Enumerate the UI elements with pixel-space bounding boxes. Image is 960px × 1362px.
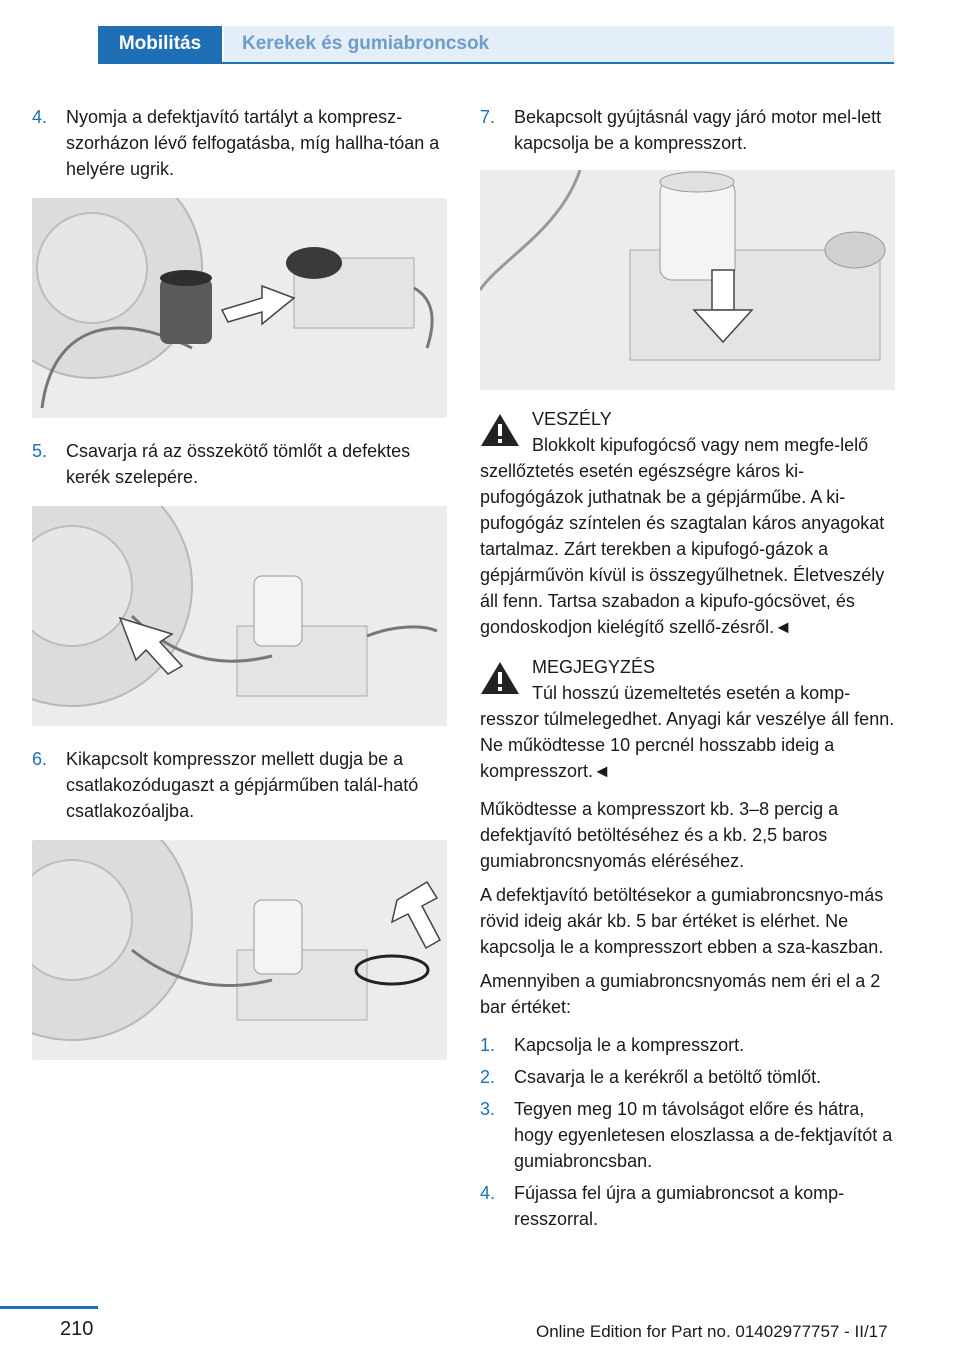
figure-compressor-switch [480,170,895,390]
list-item [480,1180,895,1232]
step-5 [32,438,447,490]
danger-text: Blokkolt kipufogócső vagy nem megfe-lelő szellőztetés esetén egészségre káros ki-pufogógázok juthatnak be a gépjárműbe. A ki-pufogógáz színtelen és szagtalan káros anyagokat tartalmaz. Zárt terekben a kipufogó-gázok a gépjárművön kívül is összegyűlhetnek. Életveszély áll fenn. Tartsa szabadon a kipufo-gócsövet, és gondoskodjon kielégítő szellő-zésről.◄ [480,435,885,637]
step-number: 5. [32,441,48,461]
paragraph-low-pressure: Amennyiben a gumiabroncsnyomás nem éri el a 2 bar értéket: [480,971,881,1017]
plug-socket-illustration [32,840,447,1060]
step-text: Bekapcsolt gyújtásnál vagy járó motor mel-lett kapcsolja be a kompresszort. [514,107,882,153]
step-7 [480,104,895,156]
numbered-list [480,1032,895,1232]
list-item [480,1096,895,1174]
right-column [480,104,895,1232]
danger-title: VESZÉLY [532,409,612,429]
list-number: 1. [480,1035,496,1055]
list-number: 3. [480,1099,496,1119]
figure-compressor-insert [32,198,447,418]
list-text: Csavarja le a kerékről a betöltő tömlőt. [514,1067,822,1087]
compressor-switch-illustration [480,170,895,390]
paragraph-operation-time: Működtesse a kompresszort kb. 3–8 percig a defektjavító betöltéséhez és a kb. 2,5 baros gumiabroncsnyomás eléréséhez. [480,799,839,871]
list-number: 4. [480,1183,496,1203]
warning-triangle-icon [480,412,520,448]
note-warning [480,654,895,784]
step-number: 7. [480,107,496,127]
compressor-insert-illustration [32,198,447,418]
danger-warning [480,406,895,640]
section-tab-wheels-tires[interactable]: Kerekek és gumiabroncsok [224,26,894,62]
step-text: Csavarja rá az összekötő tömlőt a defektes kerék szelepére. [66,441,411,487]
note-title: MEGJEGYZÉS [532,657,656,677]
page-number: 210 [60,1318,94,1340]
step-number: 6. [32,749,48,769]
warning-triangle-icon [480,660,520,696]
hose-valve-illustration [32,506,447,726]
list-text: Kapcsolja le a kompresszort. [514,1035,745,1055]
figure-plug-socket [32,840,447,1060]
page-header [0,0,960,64]
step-6 [32,746,447,824]
step-4 [32,104,447,182]
header-divider [98,62,894,64]
footer-divider [0,1306,98,1309]
paragraph-pressure-peak: A defektjavító betöltésekor a gumiabroncsnyo-más rövid ideig akár kb. 5 bar értéket is elérhet. Ne kapcsolja le a kompresszort ebben a sza-kaszban. [480,885,884,957]
step-text: Nyomja a defektjavító tartályt a kompresz-szorházon lévő felfogatásba, míg hallha-tóan a helyére ugrik. [66,107,440,179]
list-item [480,1064,895,1090]
list-text: Fújassa fel újra a gumiabroncsot a komp-resszorral. [514,1183,845,1229]
step-text: Kikapcsolt kompresszor mellett dugja be a csatlakozódugaszt a gépjárműben talál-ható csatlakozóaljba. [66,749,419,821]
list-number: 2. [480,1067,496,1087]
section-tab-mobilitas[interactable]: Mobilitás [98,26,222,62]
note-text: Túl hosszú üzemeltetés esetén a komp-resszor túlmelegedhet. Anyagi kár veszélye áll fenn. Ne működtesse 10 percnél hosszabb ideig a kompresszort.◄ [480,683,895,781]
step-number: 4. [32,107,48,127]
left-column [32,104,447,1060]
list-text: Tegyen meg 10 m távolságot előre és hátra, hogy egyenletesen eloszlassa a de-fektjavítót a gumiabroncsban. [514,1099,893,1171]
edition-info: Online Edition for Part no. 01402977757 - II/17 [536,1322,888,1341]
list-item [480,1032,895,1058]
figure-hose-valve [32,506,447,726]
